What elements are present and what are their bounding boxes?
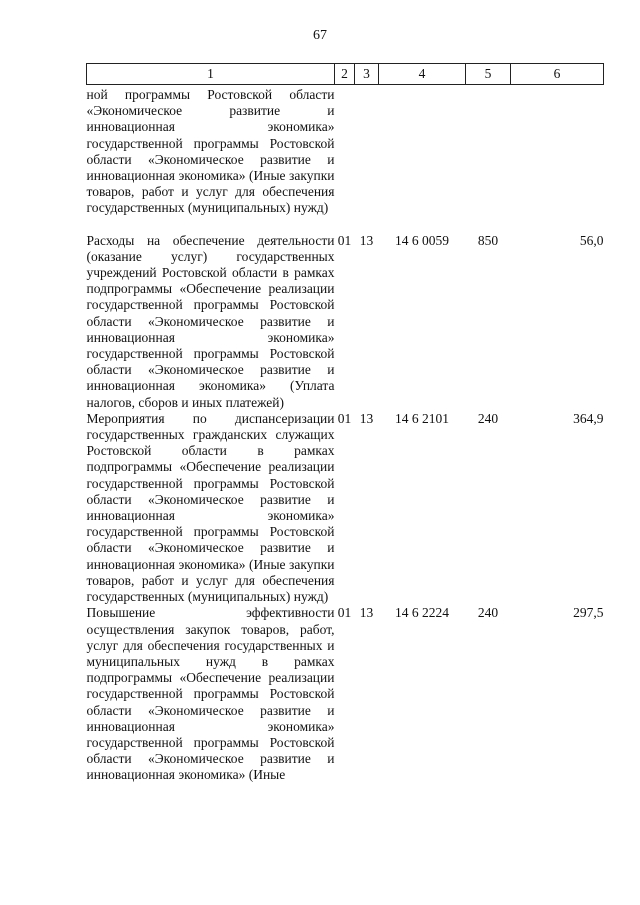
- row-amount: [511, 85, 604, 233]
- row-target-code: 14 6 0059: [395, 232, 449, 248]
- column-header: 1: [87, 64, 335, 85]
- row-target-code: [379, 85, 466, 233]
- row-subsection-code: [355, 85, 379, 233]
- row-amount: 297,5: [573, 605, 604, 621]
- row-description: Расходы на обеспечение деятельности (оказание услуг) государственных учреждений Ростовской области в рамках подпрограммы «Обеспечение реализации государственной программы Ростовской области «Экономическое развитие и инновационная экономика» государственной программы Ростовской области «Экономическое развитие и инновационная экономика» (Уплата налогов, сборов и иных платежей): [86, 232, 335, 410]
- row-section-code: [335, 85, 355, 233]
- row-expense-type: 850: [477, 232, 499, 248]
- row-expense-type: 240: [477, 410, 499, 426]
- table-row: [87, 85, 604, 233]
- row-section-code: 01: [337, 410, 352, 426]
- budget-table: [86, 63, 604, 784]
- row-section-code: 01: [337, 232, 352, 248]
- row-description: Мероприятия по диспансеризации государственных гражданских служащих Ростовской области в рамках подпрограммы «Обеспечение реализации государственной программы Ростовской области «Экономическое развитие и инновационная экономика» государственной программы Ростовской области «Экономическое развитие и инновационная экономика» (Иные закупки товаров, работ и услуг для обеспечения государственных (муниципальных) нужд): [86, 410, 335, 605]
- column-header: 6: [511, 64, 604, 85]
- table-row: [87, 605, 604, 783]
- row-amount: 56,0: [579, 232, 604, 248]
- row-subsection-code: 13: [359, 410, 374, 426]
- column-header: 3: [355, 64, 379, 85]
- page-number: 67: [313, 28, 327, 43]
- row-subsection-code: 13: [359, 605, 374, 621]
- row-description: ной программы Ростовской области «Экономическое развитие и инновационная экономика» государственной программы Ростовской области «Экономическое развитие и инновационная экономика» (Иные закупки товаров, работ и услуг для обеспечения государственных (муниципальных) нужд): [86, 87, 335, 216]
- row-section-code: 01: [337, 605, 352, 621]
- row-description: Повышение эффективности осуществления закупок товаров, работ, услуг для обеспечения государственных и муниципальных нужд в рамках подпрограммы «Обеспечение реализации государственной программы Ростовской области «Экономическое развитие и инновационная экономика» государственной программы Ростовской области «Экономическое развитие и инновационная экономика» (Иные: [86, 605, 335, 783]
- row-target-code: 14 6 2224: [395, 605, 449, 621]
- row-amount: 364,9: [573, 410, 604, 426]
- row-target-code: 14 6 2101: [395, 410, 449, 426]
- table-row: [87, 233, 604, 411]
- column-header: 4: [379, 64, 466, 85]
- column-header: 5: [466, 64, 511, 85]
- row-subsection-code: 13: [359, 232, 374, 248]
- row-expense-type: 240: [477, 605, 499, 621]
- table-header-row: [87, 64, 604, 85]
- table-row: [87, 411, 604, 605]
- row-expense-type: [466, 85, 511, 233]
- column-header: 2: [335, 64, 355, 85]
